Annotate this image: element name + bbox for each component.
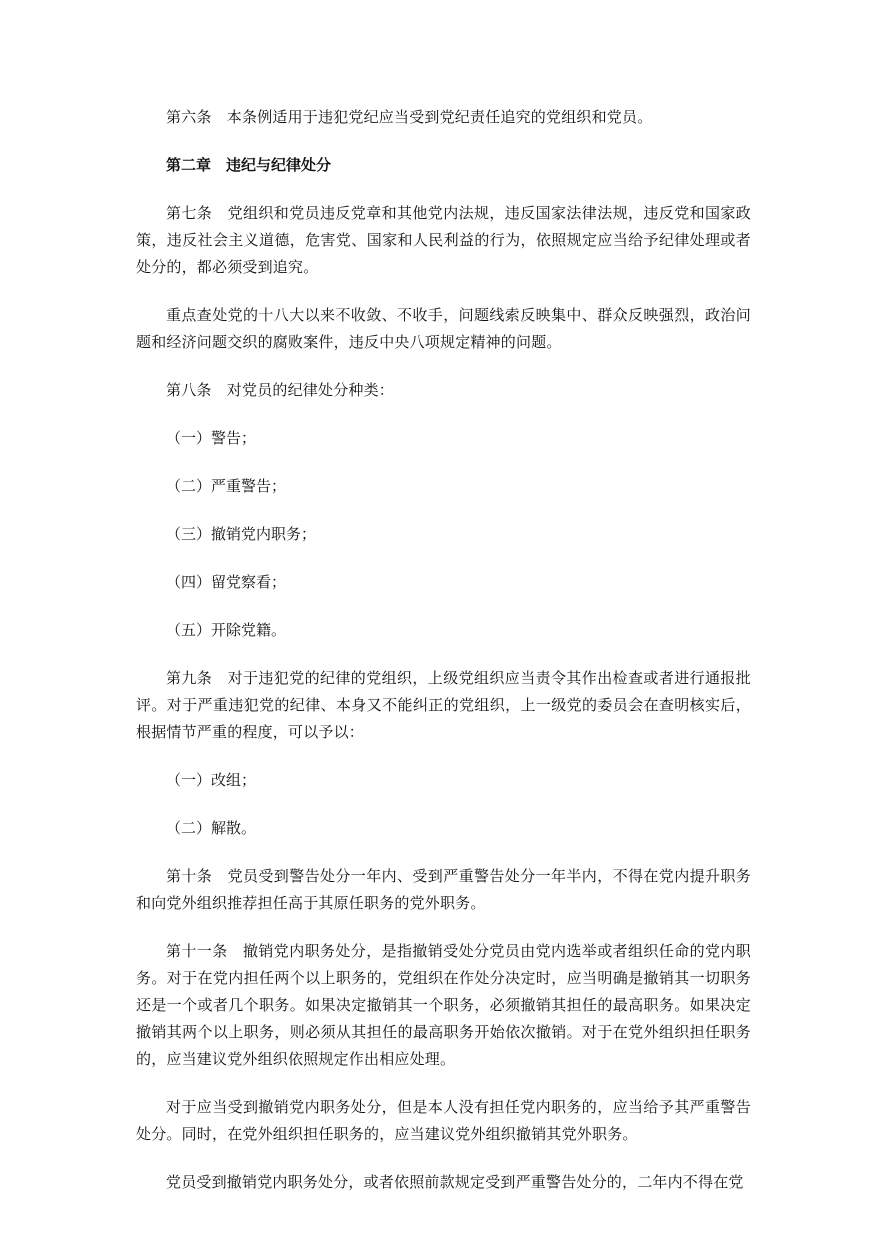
article-7-focus: 重点查处党的十八大以来不收敛、不收手，问题线索反映集中、群众反映强烈，政治问题和经济问题交织的腐败案件，违反中央八项规定精神的问题。 <box>136 306 751 351</box>
list-item: （二）严重警告； <box>166 477 287 495</box>
article-11: 第十一条 撤销党内职务处分，是指撤销受处分党员由党内选举或者组织任命的党内职务。对于在党内担任两个以上职务的，党组织在作处分决定时，应当明确是撤销其一切职务还是一个或者几个职务。如果决定撤销其一个职务，必须撤销其担任的最高职务。如果决定撤销其两个以上职务，则必须从其担任的最高职务开始依次撤销。对于在党外组织担任职务的，应当建议党外组织依照规定作出相应处理。 <box>136 942 751 1068</box>
article-11-paragraph-3: 党员受到撤销党内职务处分，或者依照前款规定受到严重警告处分的，二年内不得在党 <box>166 1173 744 1191</box>
list-item: （一）改组； <box>166 771 257 789</box>
list-item: （二）解散。 <box>166 819 257 837</box>
article-9: 第九条 对于违犯党的纪律的党组织，上级党组织应当责令其作出检查或者进行通报批评。对于严重违犯党的纪律、本身又不能纠正的党组织，上一级党的委员会在查明核实后，根据情节严重的程度，可以予以： <box>136 669 751 741</box>
chapter-2-title: 第二章 违纪与纪律处分 <box>166 156 332 174</box>
article-8: 第八条 对党员的纪律处分种类： <box>166 381 395 399</box>
list-item: （四）留党察看； <box>166 573 287 591</box>
article-6: 第六条 本条例适用于违犯党纪应当受到党纪责任追究的党组织和党员。 <box>166 108 653 126</box>
list-item: （三）撤销党内职务； <box>166 525 317 543</box>
list-item: （五）开除党籍。 <box>166 621 287 639</box>
article-7: 第七条 党组织和党员违反党章和其他党内法规，违反国家法律法规，违反党和国家政策，违反社会主义道德，危害党、国家和人民利益的行为，依照规定应当给予纪律处理或者处分的，都必须受到追究。 <box>136 204 751 276</box>
article-11-paragraph-2: 对于应当受到撤销党内职务处分，但是本人没有担任党内职务的，应当给予其严重警告处分。同时，在党外组织担任职务的，应当建议党外组织撤销其党外职务。 <box>136 1098 751 1143</box>
list-item: （一）警告； <box>166 429 257 447</box>
article-10: 第十条 党员受到警告处分一年内、受到严重警告处分一年半内，不得在党内提升职务和向党外组织推荐担任高于其原任职务的党外职务。 <box>136 867 751 912</box>
